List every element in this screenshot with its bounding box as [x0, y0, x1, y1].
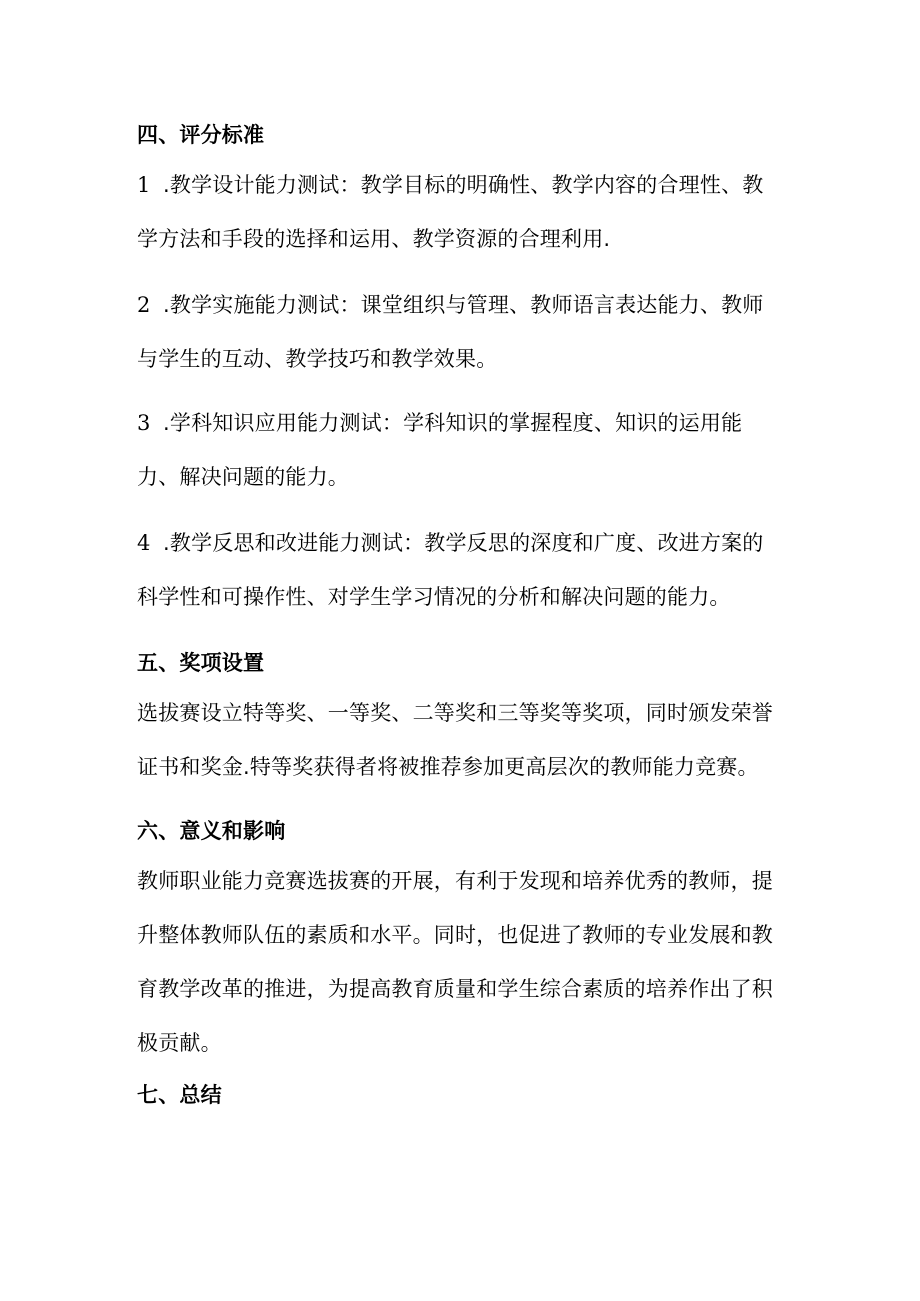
item-text-line: .教学反思和改进能力测试：教学反思的深度和广度、改进方案的	[163, 531, 764, 555]
item-text-line: 力、解决问题的能力。	[137, 465, 349, 489]
item-number: 2	[137, 293, 151, 317]
item-text-line: 科学性和可操作性、对学生学习情况的分析和解决问题的能力。	[137, 585, 731, 609]
list-item	[137, 533, 787, 608]
list-item	[137, 413, 787, 488]
section-heading-scoring: 四、评分标准	[137, 123, 265, 147]
paragraph-significance: 教师职业能力竞赛选拔赛的开展，有利于发现和培养优秀的教师，提 升整体教师队伍的素质和水平。同时，也促进了教师的专业发展和教 育教学改革的推进，为提高教育质量和学生综合素质的培养作出了积 极贡献。	[137, 869, 773, 1055]
item-text-line: 与学生的互动、教学技巧和教学效果。	[137, 347, 498, 371]
section-heading-awards: 五、奖项设置	[137, 651, 265, 675]
item-text-line: .教学设计能力测试：教学目标的明确性、教学内容的合理性、教	[163, 173, 764, 197]
item-text-line: .教学实施能力测试：课堂组织与管理、教师语言表达能力、教师	[163, 293, 764, 317]
list-item	[137, 175, 787, 250]
item-number: 1	[137, 173, 151, 197]
paragraph-awards: 选拔赛设立特等奖、一等奖、二等奖和三等奖等奖项，同时颁发荣誉 证书和奖金.特等奖获得者将被推荐参加更高层次的教师能力竞赛。	[137, 701, 773, 779]
section-heading-significance: 六、意义和影响	[137, 819, 286, 843]
item-text-line: .学科知识应用能力测试：学科知识的掌握程度、知识的运用能	[163, 411, 743, 435]
item-number: 3	[137, 411, 151, 435]
list-item	[137, 295, 787, 370]
item-text-line: 学方法和手段的选择和运用、教学资源的合理利用.	[137, 227, 611, 251]
section-heading-summary: 七、总结	[137, 1083, 222, 1107]
item-number: 4	[137, 531, 151, 555]
